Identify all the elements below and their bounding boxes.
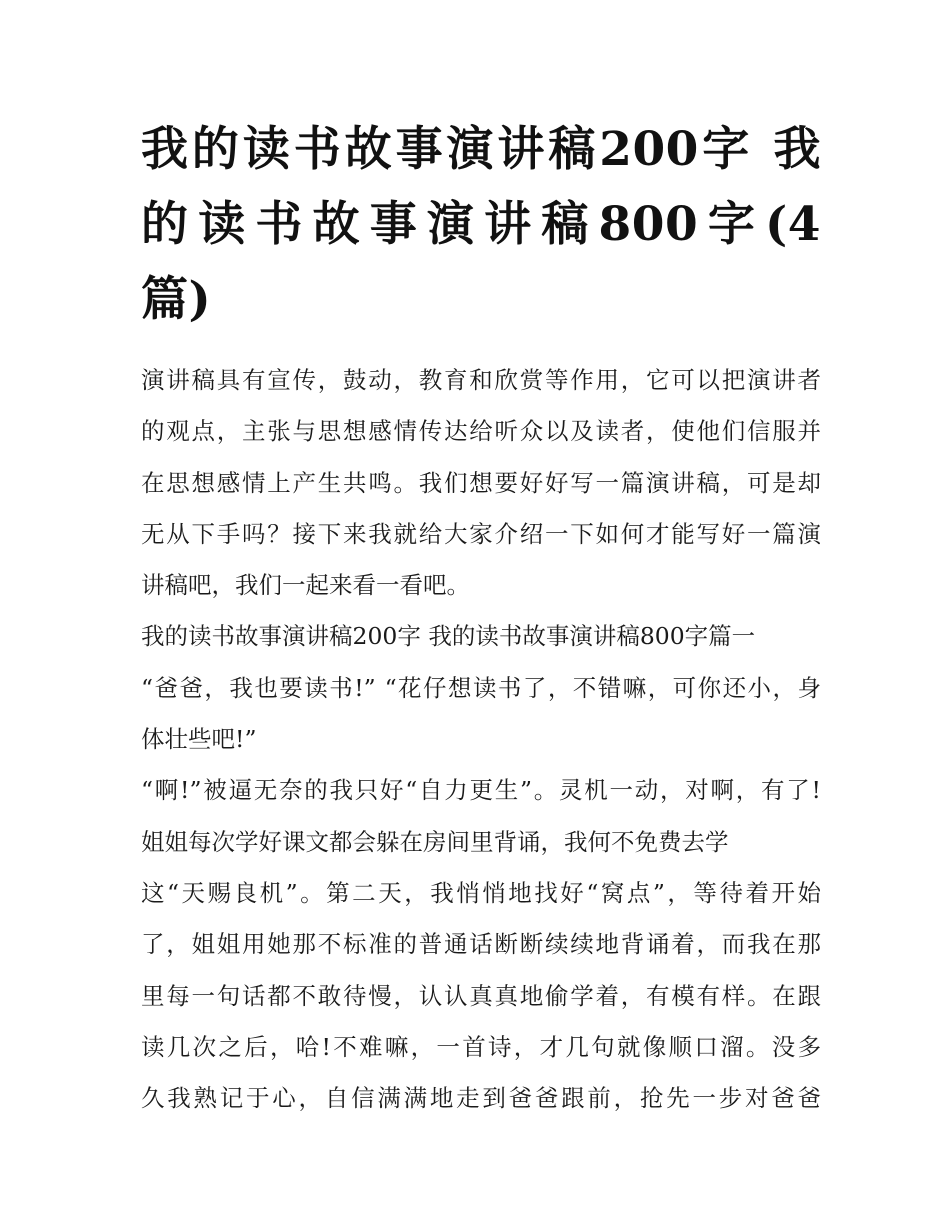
title-line: 篇) — [141, 272, 212, 327]
text-line: 讲稿吧，我们一起来看一看吧。 — [141, 571, 470, 600]
document-body — [141, 355, 821, 1124]
paragraph-heading — [141, 611, 821, 662]
title-line: 我的读书故事演讲稿200字 我 — [141, 122, 821, 177]
title-line: 的读书故事演讲稿800字(4 — [141, 197, 821, 252]
text-line: 演讲稿具有宣传，鼓动，教育和欣赏等作用，它可以把演讲者 — [141, 366, 821, 394]
text-line: 里每一句话都不敢待慢，认认真真地偷学着，有模有样。在跟 — [141, 981, 821, 1010]
paragraph-story — [141, 765, 821, 1124]
paragraph-intro — [141, 355, 821, 611]
text-line: 的观点，主张与思想感情传达给听众以及读者，使他们信服并 — [141, 417, 821, 446]
text-line: “啊!”被逼无奈的我只好“自力更生”。灵机一动，对啊，有了! — [141, 776, 821, 805]
text-line: 了，姐姐用她那不标准的普通话断断续续地背诵着，而我在那 — [141, 930, 821, 959]
text-line: 久我熟记于心，自信满满地走到爸爸跟前，抢先一步对爸爸 — [141, 1084, 821, 1113]
text-line: 这“天赐良机”。第二天，我悄悄地找好“窝点”，等待着开始 — [141, 878, 821, 907]
text-line: 无从下手吗？接下来我就给大家介绍一下如何才能写好一篇演 — [141, 519, 821, 548]
text-line: 我的读书故事演讲稿200字 我的读书故事演讲稿800字篇一 — [141, 622, 756, 651]
text-line: 在思想感情上产生共鸣。我们想要好好写一篇演讲稿，可是却 — [141, 468, 821, 497]
text-line: 体壮些吧!” — [141, 725, 257, 754]
document-title — [141, 112, 821, 337]
paragraph-dialogue — [141, 663, 821, 766]
text-line: “爸爸，我也要读书!” “花仔想读书了，不错嘛，可你还小，身 — [141, 673, 821, 702]
text-line: 读几次之后，哈!不难嘛，一首诗，才几句就像顺口溜。没多 — [141, 1032, 821, 1061]
text-line: 姐姐每次学好课文都会躲在房间里背诵，我何不免费去学 — [141, 827, 729, 856]
